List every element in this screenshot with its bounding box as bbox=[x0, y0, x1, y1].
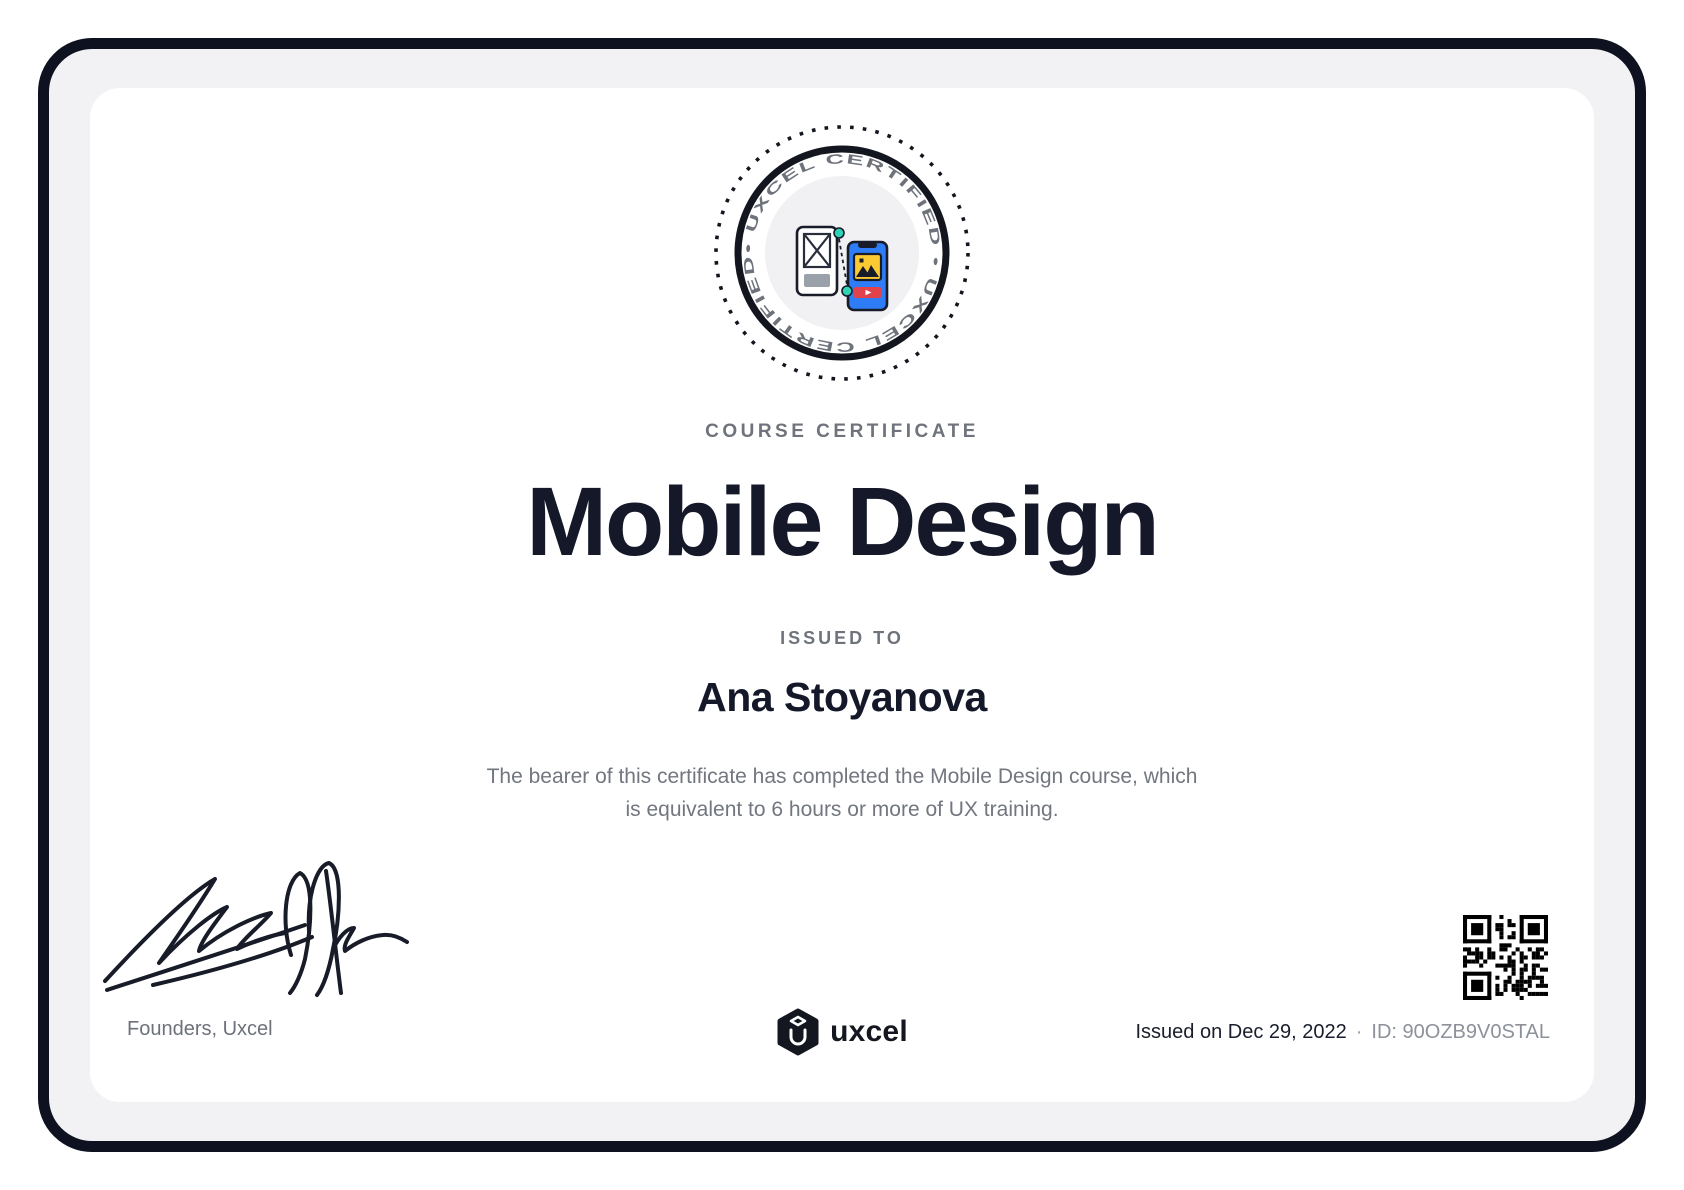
course-title: Mobile Design bbox=[526, 467, 1158, 576]
description-line-1: The bearer of this certificate has completed the Mobile Design course, which bbox=[486, 765, 1198, 788]
certificate-description bbox=[0, 760, 1684, 826]
course-certificate-label: COURSE CERTIFICATE bbox=[705, 421, 979, 442]
description-line-2: is equivalent to 6 hours or more of UX training. bbox=[625, 798, 1059, 821]
uxcel-wordmark: uxcel bbox=[830, 1015, 908, 1048]
issued-on-text: Issued on Dec 29, 2022 bbox=[1135, 1021, 1347, 1043]
blue-phone-icon bbox=[848, 242, 887, 310]
issue-info bbox=[1135, 1021, 1550, 1044]
wireframe-phone-icon bbox=[797, 227, 837, 295]
signature-caption: Founders, Uxcel bbox=[127, 1018, 273, 1040]
issued-to-label: ISSUED TO bbox=[780, 628, 904, 648]
uxcel-logo-icon bbox=[776, 1008, 820, 1056]
uxcel-certified-badge-icon bbox=[710, 121, 974, 385]
separator-dot: · bbox=[1355, 1021, 1363, 1043]
verification-qr-code bbox=[1463, 915, 1548, 1000]
badge-ring-text: • UXCEL CERTIFIED • UXCEL CERTIFIED bbox=[740, 151, 944, 355]
recipient-name: Ana Stoyanova bbox=[697, 674, 987, 720]
certificate-id: ID: 90OZB9V0STAL bbox=[1371, 1021, 1550, 1043]
founders-signatures-icon bbox=[95, 833, 425, 998]
